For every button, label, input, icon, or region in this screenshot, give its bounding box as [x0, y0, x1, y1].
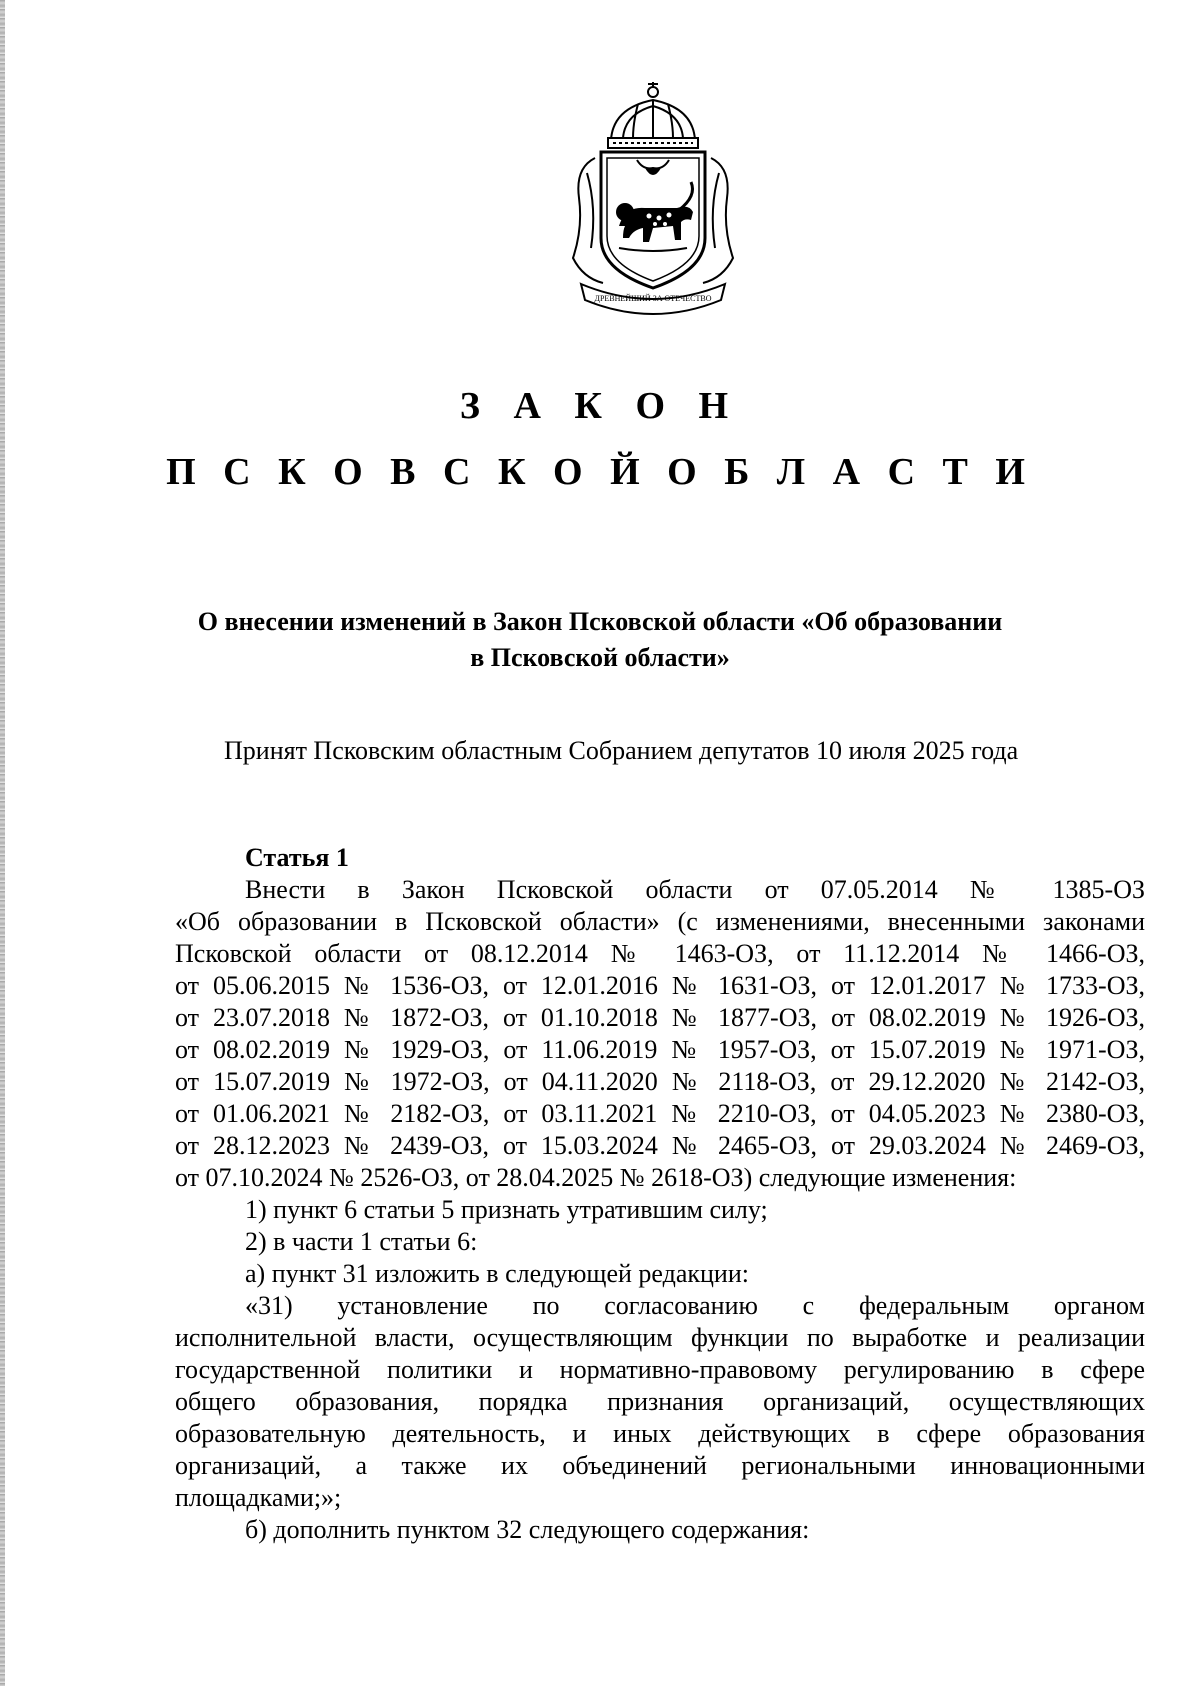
text-line: площадками;»; — [175, 1483, 342, 1512]
text-line: общего образования, порядка признания организаций, осуществляющих — [175, 1387, 1145, 1416]
article-heading: Статья 1 — [245, 843, 349, 872]
pskov-coat-of-arms-icon — [553, 78, 753, 328]
text-line: от 23.07.2018 № 1872-ОЗ, от 01.10.2018 № 1877-ОЗ, от 08.02.2019 № 1926-ОЗ, — [175, 1003, 1145, 1032]
text-line: «Об образовании в Псковской области» (с изменениями, внесенными законами — [175, 907, 1145, 936]
text-line: б) дополнить пунктом 32 следующего содержания: — [245, 1515, 810, 1544]
text-line: 2) в части 1 статьи 6: — [245, 1227, 478, 1256]
svg-text:ДРЕВНЕЙШИЙ ЗА ОТЕЧЕСТВО: ДРЕВНЕЙШИЙ ЗА ОТЕЧЕСТВО — [594, 294, 712, 303]
text-line: 1) пункт 6 статьи 5 признать утратившим силу; — [245, 1195, 768, 1224]
text-line: а) пункт 31 изложить в следующей редакции: — [245, 1259, 749, 1288]
text-line: государственной политики и нормативно-правовому регулированию в сфере — [175, 1355, 1145, 1384]
text-line: Псковской области от 08.12.2014 № 1463-ОЗ, от 11.12.2014 № 1466-ОЗ, — [175, 939, 1145, 968]
scan-edge — [0, 0, 5, 1686]
text-line: от 01.06.2021 № 2182-ОЗ, от 03.11.2021 № 2210-ОЗ, от 04.05.2023 № 2380-ОЗ, — [175, 1099, 1145, 1128]
document-subtitle: П С К О В С К О Й О Б Л А С Т И — [166, 451, 1034, 493]
text-line: организаций, а также их объединений региональными инновационными — [175, 1451, 1145, 1480]
text-line: от 08.02.2019 № 1929-ОЗ, от 11.06.2019 № 1957-ОЗ, от 15.07.2019 № 1971-ОЗ, — [175, 1035, 1145, 1064]
text-line: от 15.07.2019 № 1972-ОЗ, от 04.11.2020 № 2118-ОЗ, от 29.12.2020 № 2142-ОЗ, — [175, 1067, 1145, 1096]
text-line: «31) установление по согласованию с федеральным органом — [245, 1291, 1145, 1320]
document-title: З А К О Н — [459, 385, 741, 427]
law-name-line: О внесении изменений в Закон Псковской области «Об образовании — [197, 607, 1003, 636]
law-name-line: в Псковской области» — [470, 643, 730, 672]
text-line: от 28.12.2023 № 2439-ОЗ, от 15.03.2024 № 2465-ОЗ, от 29.03.2024 № 2469-ОЗ, — [175, 1131, 1145, 1160]
text-line: от 05.06.2015 № 1536-ОЗ, от 12.01.2016 № 1631-ОЗ, от 12.01.2017 № 1733-ОЗ, — [175, 971, 1145, 1000]
text-line: исполнительной власти, осуществляющим функции по выработке и реализации — [175, 1323, 1145, 1352]
text-line: от 07.10.2024 № 2526-ОЗ, от 28.04.2025 № 2618-ОЗ) следующие изменения: — [175, 1163, 1017, 1192]
adoption-note: Принят Псковским областным Собранием депутатов 10 июля 2025 года — [224, 736, 1019, 765]
text-line: образовательную деятельность, и иных действующих в сфере образования — [175, 1419, 1145, 1448]
law-name — [0, 604, 1200, 676]
text-line: Внести в Закон Псковской области от 07.05.2014 № 1385-ОЗ — [245, 875, 1145, 904]
article-body — [175, 842, 1145, 1546]
